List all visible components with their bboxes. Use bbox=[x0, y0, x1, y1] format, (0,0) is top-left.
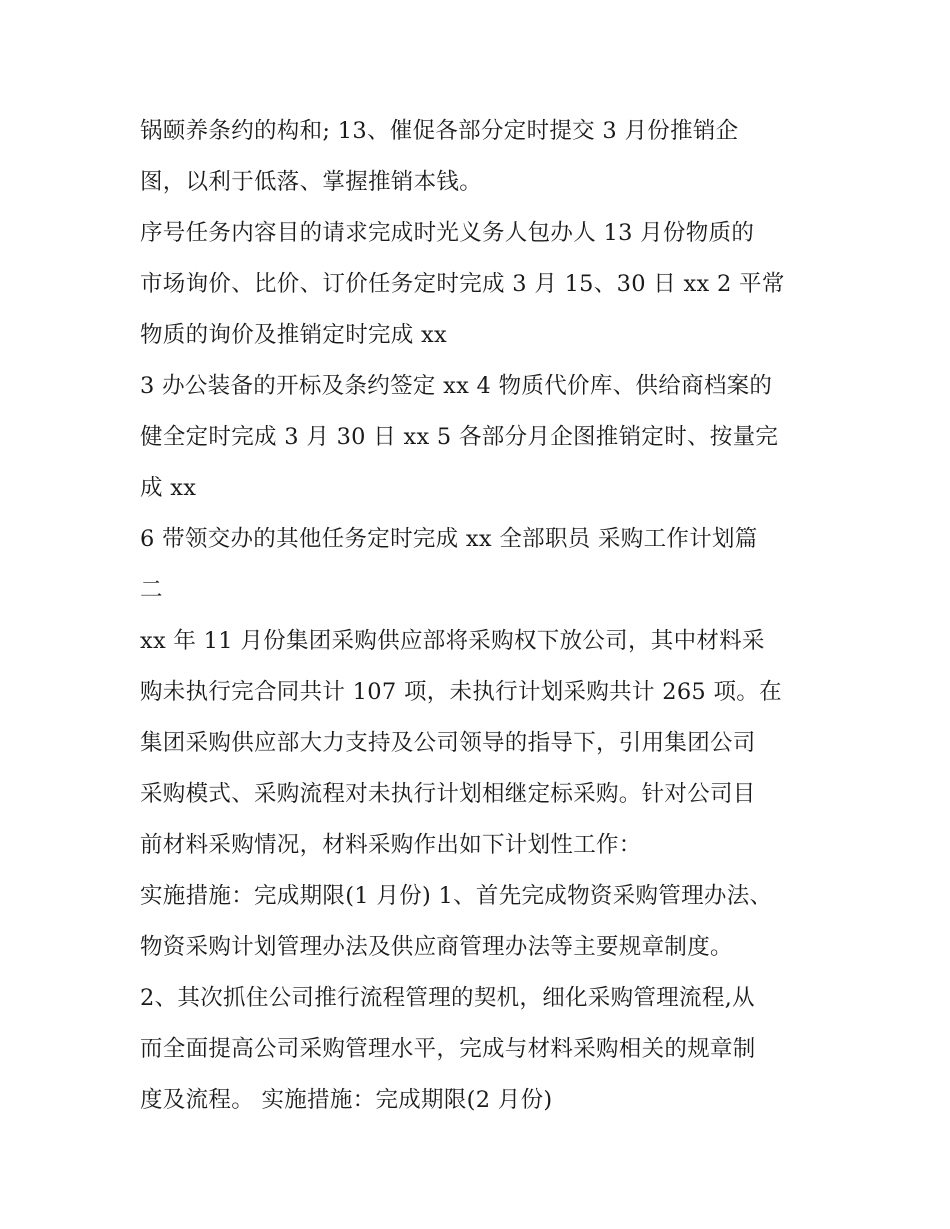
text-line: xx 年 11 月份集团采购供应部将采购权下放公司，其中材料采 bbox=[140, 628, 765, 654]
text-line: 6 带领交办的其他任务定时完成 xx 全部职员 采购工作计划篇 bbox=[140, 526, 758, 552]
text-line: 而全面提高公司采购管理水平，完成与材料采购相关的规章制 bbox=[140, 1036, 756, 1062]
text-line: 度及流程。 实施措施：完成期限(2 月份) bbox=[140, 1087, 553, 1113]
text-line: 3 办公装备的开标及条约签定 xx 4 物质代价库、供给商档案的 bbox=[140, 373, 773, 399]
text-line: 市场询价、比价、订价任务定时完成 3 月 15、30 日 xx 2 平常 bbox=[140, 271, 785, 297]
text-line: 成 xx bbox=[140, 475, 197, 501]
text-line: 健全定时完成 3 月 30 日 xx 5 各部分月企图推销定时、按量完 bbox=[140, 424, 779, 450]
text-line: 实施措施：完成期限(1 月份) 1、首先完成物资采购管理办法、 bbox=[140, 883, 773, 909]
text-line: 购未执行完合同共计 107 项，未执行计划采购共计 265 项。在 bbox=[140, 679, 782, 705]
text-line: 物质的询价及推销定时完成 xx bbox=[140, 322, 448, 348]
text-line: 采购模式、采购流程对未执行计划相继定标采购。针对公司目 bbox=[140, 781, 756, 807]
text-line: 物资采购计划管理办法及供应商管理办法等主要规章制度。 bbox=[140, 934, 733, 960]
text-line: 前材料采购情况，材料采购作出如下计划性工作： bbox=[140, 832, 642, 858]
text-line: 序号任务内容目的请求完成时光义务人包办人 13 月份物质的 bbox=[140, 220, 755, 246]
text-line: 锅颐养条约的构和; 13、催促各部分定时提交 3 月份推销企 bbox=[140, 118, 739, 144]
document-body bbox=[140, 106, 830, 1126]
text-line: 二 bbox=[140, 577, 163, 603]
text-line: 集团采购供应部大力支持及公司领导的指导下，引用集团公司 bbox=[140, 730, 756, 756]
text-line: 2、其次抓住公司推行流程管理的契机，细化采购管理流程,从 bbox=[140, 985, 755, 1011]
text-line: 图，以利于低落、掌握推销本钱。 bbox=[140, 169, 483, 195]
